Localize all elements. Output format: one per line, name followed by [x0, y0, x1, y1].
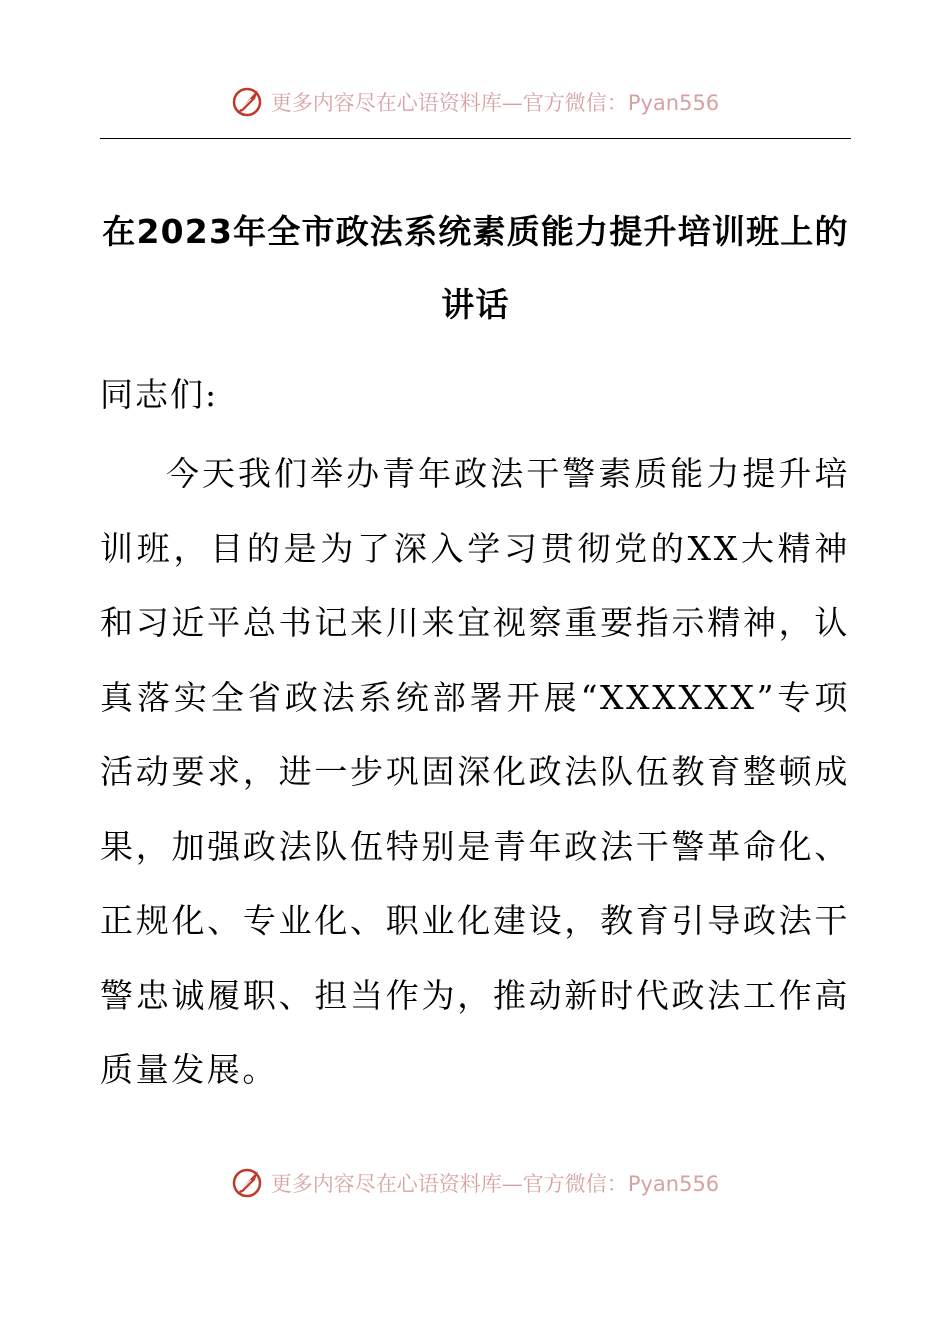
- banner-text: [271, 1168, 719, 1198]
- wechat-id: Pyan556: [627, 91, 720, 115]
- body-paragraph: 今天我们举办青年政法干警素质能力提升培训班，目的是为了深入学习贯彻党的XX大精神和习近平总书记来川来宜视察重要指示精神，认真落实全省政法系统部署开展“XXXXXX”专项活动要求，进一步巩固深化政法队伍教育整顿成果，加强政法队伍特别是青年政法干警革命化、正规化、专业化、职业化建设，教育引导政法干警忠诚履职、担当作为，推动新时代政法工作高质量发展。: [100, 454, 850, 1089]
- header-banner: [0, 82, 950, 122]
- header-divider: [100, 138, 851, 139]
- quill-pen-logo-icon: [231, 1166, 265, 1200]
- banner-text: [271, 87, 719, 117]
- document-title: 在2023年全市政法系统素质能力提升培训班上的讲话: [102, 212, 849, 324]
- salutation: 同志们:: [100, 375, 219, 414]
- banner-slogan: 更多内容尽在心语资料库—官方微信：: [270, 1172, 628, 1196]
- footer-banner: [0, 1163, 950, 1203]
- wechat-id: Pyan556: [627, 1172, 720, 1196]
- quill-pen-logo-icon: [231, 85, 265, 119]
- banner-slogan: 更多内容尽在心语资料库—官方微信：: [270, 91, 628, 115]
